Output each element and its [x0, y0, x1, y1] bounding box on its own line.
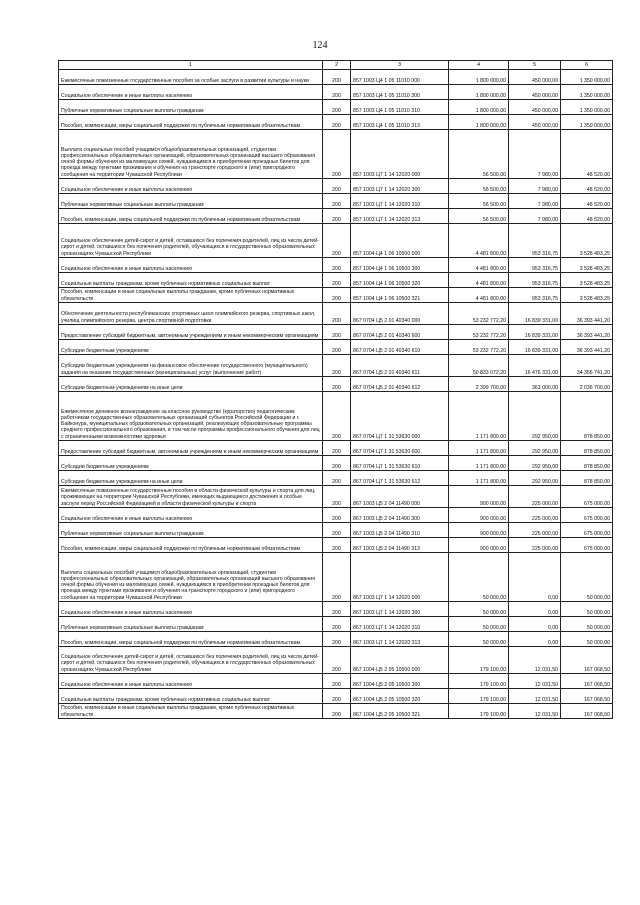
row-col4-cell: 4 481 800,00	[449, 273, 509, 288]
row-col6-cell: 48 520,00	[561, 209, 613, 224]
row-col5-cell: 0,00	[509, 602, 561, 617]
row-col5-cell: 16 476 331,00	[509, 355, 561, 377]
row-name-cell: Пособия, компенсации, меры социальной поддержки по публичным нормативным обязательствам	[59, 209, 323, 224]
row-name-cell: Субсидии бюджетным учреждениям	[59, 340, 323, 355]
row-code-cell: 200	[323, 224, 351, 258]
table-row	[59, 115, 613, 130]
row-col4-cell: 56 500,00	[449, 179, 509, 194]
row-col4-cell: 50 000,00	[449, 632, 509, 647]
row-col4-cell: 1 171 800,00	[449, 456, 509, 471]
table-row	[59, 70, 613, 85]
row-classification-cell: 867 0704 Ц7 1 31 53630 610	[351, 456, 449, 471]
page-number: 124	[312, 40, 328, 51]
row-col5-cell: 12 031,50	[509, 704, 561, 719]
table-row	[59, 273, 613, 288]
row-classification-cell: 857 1004 Ц4 1 06 10500 300	[351, 258, 449, 273]
row-code-cell: 200	[323, 130, 351, 179]
row-col5-cell: 7 980,00	[509, 209, 561, 224]
row-classification-cell: 867 1003 Ц7 1 14 12020 300	[351, 602, 449, 617]
row-code-cell: 200	[323, 704, 351, 719]
row-col5-cell: 953 316,75	[509, 258, 561, 273]
row-col5-cell: 450 000,00	[509, 85, 561, 100]
row-code-cell: 200	[323, 355, 351, 377]
row-col4-cell: 56 500,00	[449, 130, 509, 179]
table-row	[59, 288, 613, 303]
row-code-cell: 200	[323, 100, 351, 115]
row-classification-cell: 867 0704 Ц5 2 01 40340 612	[351, 377, 449, 392]
row-col6-cell: 48 520,00	[561, 194, 613, 209]
table-row	[59, 258, 613, 273]
row-col6-cell: 878 850,00	[561, 441, 613, 456]
row-col5-cell: 953 316,75	[509, 288, 561, 303]
row-col6-cell: 48 520,00	[561, 179, 613, 194]
table-row	[59, 674, 613, 689]
row-col5-cell: 7 980,00	[509, 194, 561, 209]
row-classification-cell: 867 1004 Ц5 2 05 10500 321	[351, 704, 449, 719]
row-col5-cell: 16 839 331,00	[509, 325, 561, 340]
row-classification-cell: 867 1003 Ц5 2 04 11490 310	[351, 523, 449, 538]
table-row	[59, 224, 613, 258]
table-row	[59, 100, 613, 115]
row-name-cell: Пособия, компенсации, меры социальной поддержки по публичным нормативным обязательствам	[59, 538, 323, 553]
row-classification-cell: 867 1003 Ц5 2 04 11490 300	[351, 508, 449, 523]
row-col4-cell: 50 000,00	[449, 553, 509, 602]
table-row	[59, 632, 613, 647]
row-classification-cell: 867 0704 Ц5 2 01 40340 611	[351, 355, 449, 377]
row-col4-cell: 1 800 000,00	[449, 85, 509, 100]
row-classification-cell: 867 1004 Ц5 2 05 10500 000	[351, 647, 449, 674]
row-col4-cell: 1 800 000,00	[449, 115, 509, 130]
row-name-cell: Ежемесячные пожизненные государственные пособия за особые заслуги в развитии культуры и науки	[59, 70, 323, 85]
row-col6-cell: 34 356 741,20	[561, 355, 613, 377]
row-code-cell: 200	[323, 486, 351, 508]
row-classification-cell: 857 1003 Ц7 1 14 12020 310	[351, 194, 449, 209]
row-col6-cell: 3 528 483,25	[561, 258, 613, 273]
row-col6-cell: 167 068,50	[561, 674, 613, 689]
row-col5-cell: 225 000,00	[509, 508, 561, 523]
row-classification-cell: 857 1003 Ц4 1 05 11010 313	[351, 115, 449, 130]
row-classification-cell: 867 0704 Ц5 2 01 40340 000	[351, 303, 449, 325]
table-row	[59, 486, 613, 508]
row-col6-cell: 3 528 483,25	[561, 273, 613, 288]
row-name-cell: Предоставление субсидий бюджетным, автономным учреждениям и иным некоммерческим организациям	[59, 325, 323, 340]
row-col4-cell: 53 232 772,20	[449, 340, 509, 355]
table-row	[59, 689, 613, 704]
row-classification-cell: 857 1004 Ц4 1 06 10500 321	[351, 288, 449, 303]
row-col5-cell: 12 031,50	[509, 674, 561, 689]
row-col5-cell: 0,00	[509, 617, 561, 632]
row-col4-cell: 53 232 772,20	[449, 303, 509, 325]
row-col6-cell: 1 350 000,00	[561, 85, 613, 100]
row-col5-cell: 0,00	[509, 632, 561, 647]
row-code-cell: 200	[323, 273, 351, 288]
row-col4-cell: 179 100,00	[449, 674, 509, 689]
row-name-cell: Социальное обеспечение детей-сирот и детей, оставшихся без попечения родителей, лиц из числа детей-сирот и детей, оставшихся без попечения родителей, обучающихся в государственных образовательных организациях Чувашской Республики	[59, 647, 323, 674]
row-col6-cell: 167 068,50	[561, 689, 613, 704]
table-row	[59, 355, 613, 377]
table-row	[59, 340, 613, 355]
row-col6-cell: 878 850,00	[561, 471, 613, 486]
row-col5-cell: 292 950,00	[509, 441, 561, 456]
row-col6-cell: 36 393 441,20	[561, 325, 613, 340]
row-name-cell: Публичные нормативные социальные выплаты гражданам	[59, 617, 323, 632]
row-col6-cell: 1 350 000,00	[561, 70, 613, 85]
row-col5-cell: 12 031,50	[509, 647, 561, 674]
row-col6-cell: 167 068,50	[561, 704, 613, 719]
row-name-cell: Субсидии бюджетным учреждениям на иные цели	[59, 471, 323, 486]
row-col6-cell: 675 000,00	[561, 508, 613, 523]
table-row	[59, 508, 613, 523]
row-name-cell: Социальные выплаты гражданам, кроме публичных нормативных социальных выплат	[59, 689, 323, 704]
row-code-cell: 200	[323, 508, 351, 523]
row-code-cell: 200	[323, 194, 351, 209]
row-code-cell: 200	[323, 538, 351, 553]
row-code-cell: 200	[323, 209, 351, 224]
row-col6-cell: 50 000,00	[561, 553, 613, 602]
row-code-cell: 200	[323, 392, 351, 441]
row-col5-cell: 363 000,00	[509, 377, 561, 392]
column-header: 6	[561, 61, 613, 70]
row-code-cell: 200	[323, 471, 351, 486]
row-col6-cell: 50 000,00	[561, 617, 613, 632]
row-name-cell: Социальное обеспечение и иные выплаты населению	[59, 258, 323, 273]
table-row	[59, 456, 613, 471]
row-col5-cell: 0,00	[509, 553, 561, 602]
row-name-cell: Субсидии бюджетным учреждениям на иные цели	[59, 377, 323, 392]
column-header: 3	[351, 61, 449, 70]
table-row	[59, 377, 613, 392]
row-code-cell: 200	[323, 115, 351, 130]
row-classification-cell: 857 1003 Ц7 1 14 12020 300	[351, 179, 449, 194]
row-col6-cell: 50 000,00	[561, 602, 613, 617]
row-classification-cell: 857 1004 Ц4 1 06 10500 320	[351, 273, 449, 288]
row-col5-cell: 225 000,00	[509, 486, 561, 508]
row-col4-cell: 4 481 800,00	[449, 224, 509, 258]
row-name-cell: Предоставление субсидий бюджетным, автономным учреждениям и иным некоммерческим организациям	[59, 441, 323, 456]
row-name-cell: Социальное обеспечение и иные выплаты населению	[59, 85, 323, 100]
row-code-cell: 200	[323, 258, 351, 273]
row-classification-cell: 867 0704 Ц7 1 31 53630 600	[351, 441, 449, 456]
row-classification-cell: 857 1004 Ц4 1 06 10500 000	[351, 224, 449, 258]
row-classification-cell: 867 1003 Ц5 2 04 11490 000	[351, 486, 449, 508]
row-classification-cell: 867 0704 Ц5 2 01 40340 600	[351, 325, 449, 340]
table-row	[59, 209, 613, 224]
row-col4-cell: 1 171 800,00	[449, 471, 509, 486]
row-col4-cell: 900 000,00	[449, 486, 509, 508]
row-code-cell: 200	[323, 689, 351, 704]
row-code-cell: 200	[323, 617, 351, 632]
row-code-cell: 200	[323, 553, 351, 602]
row-name-cell: Публичные нормативные социальные выплаты гражданам	[59, 100, 323, 115]
row-col6-cell: 36 393 441,20	[561, 340, 613, 355]
row-classification-cell: 867 0704 Ц5 2 01 40340 610	[351, 340, 449, 355]
row-code-cell: 200	[323, 303, 351, 325]
row-classification-cell: 867 1003 Ц7 1 14 12020 000	[351, 553, 449, 602]
row-col6-cell: 1 350 000,00	[561, 100, 613, 115]
row-col5-cell: 7 980,00	[509, 130, 561, 179]
row-code-cell: 200	[323, 441, 351, 456]
row-col4-cell: 179 100,00	[449, 647, 509, 674]
row-name-cell: Пособия, компенсации, меры социальной поддержки по публичным нормативным обязательствам	[59, 115, 323, 130]
row-name-cell: Социальное обеспечение детей-сирот и детей, оставшихся без попечения родителей, лиц из числа детей-сирот и детей, оставшихся без попечения родителей, обучающихся в государственных образовательных организациях Чувашской Республики	[59, 224, 323, 258]
table-row	[59, 523, 613, 538]
row-col6-cell: 167 068,50	[561, 647, 613, 674]
row-name-cell: Социальные выплаты гражданам, кроме публичных нормативных социальных выплат	[59, 273, 323, 288]
row-name-cell: Выплата социальных пособий учащимся общеобразовательных организаций, студентам профессиональных образовательных организаций, образовательных организаций высшего образования очной формы обучения из малоимущих семей, нуждающимся в приобретении проездных билетов для проезда между пунктами проживания и обучения на транспорте городского и (или) пригородного сообщения на территории Чувашской Республики	[59, 553, 323, 602]
row-col5-cell: 16 839 331,00	[509, 303, 561, 325]
row-col4-cell: 179 100,00	[449, 689, 509, 704]
row-classification-cell: 857 1003 Ц7 1 14 12020 313	[351, 209, 449, 224]
row-code-cell: 200	[323, 674, 351, 689]
table-row	[59, 179, 613, 194]
row-name-cell: Социальное обеспечение и иные выплаты населению	[59, 508, 323, 523]
row-col4-cell: 56 500,00	[449, 194, 509, 209]
row-name-cell: Социальное обеспечение и иные выплаты населению	[59, 602, 323, 617]
row-col4-cell: 1 800 000,00	[449, 70, 509, 85]
row-col6-cell: 878 850,00	[561, 456, 613, 471]
row-code-cell: 200	[323, 288, 351, 303]
row-col5-cell: 225 000,00	[509, 538, 561, 553]
row-col6-cell: 1 350 000,00	[561, 115, 613, 130]
row-name-cell: Социальное обеспечение и иные выплаты населению	[59, 179, 323, 194]
row-classification-cell: 857 1003 Ц7 1 14 12020 000	[351, 130, 449, 179]
table-row	[59, 617, 613, 632]
row-name-cell: Социальное обеспечение и иные выплаты населению	[59, 674, 323, 689]
row-col5-cell: 450 000,00	[509, 115, 561, 130]
row-name-cell: Публичные нормативные социальные выплаты гражданам	[59, 523, 323, 538]
row-col4-cell: 179 100,00	[449, 704, 509, 719]
row-code-cell: 200	[323, 70, 351, 85]
table-row	[59, 194, 613, 209]
column-header: 2	[323, 61, 351, 70]
column-header: 1	[59, 61, 323, 70]
row-col4-cell: 50 000,00	[449, 617, 509, 632]
table-row	[59, 303, 613, 325]
table-row	[59, 602, 613, 617]
row-col5-cell: 292 950,00	[509, 392, 561, 441]
row-name-cell: Ежемесячные пожизненные государственные пособия в области физической культуры и спорта для лиц, проживающих на территории Чувашской Республики, имеющих выдающиеся достижения и особые заслуги перед Российской Федерацией в области физической культуры и спорта	[59, 486, 323, 508]
table-row	[59, 647, 613, 674]
row-col6-cell: 2 036 700,00	[561, 377, 613, 392]
row-col4-cell: 1 171 800,00	[449, 441, 509, 456]
row-name-cell: Пособия, компенсации и иные социальные выплаты гражданам, кроме публичных нормативных обязательств	[59, 288, 323, 303]
row-col5-cell: 7 980,00	[509, 179, 561, 194]
table-row	[59, 441, 613, 456]
row-code-cell: 200	[323, 340, 351, 355]
row-classification-cell: 857 1003 Ц4 1 05 11010 000	[351, 70, 449, 85]
row-code-cell: 200	[323, 456, 351, 471]
row-col4-cell: 2 399 700,00	[449, 377, 509, 392]
table-row	[59, 130, 613, 179]
row-col4-cell: 50 000,00	[449, 602, 509, 617]
row-code-cell: 200	[323, 85, 351, 100]
row-col6-cell: 675 000,00	[561, 523, 613, 538]
table-row	[59, 85, 613, 100]
row-col6-cell: 675 000,00	[561, 538, 613, 553]
row-name-cell: Обеспечение деятельности республиканских спортивных школ олимпийского резерва, спортивных школ, училищ олимпийского резерва, центра спортивной подготовки	[59, 303, 323, 325]
column-header: 4	[449, 61, 509, 70]
row-name-cell: Выплата социальных пособий учащимся общеобразовательных организаций, студентам профессиональных образовательных организаций, образовательных организаций высшего образования очной формы обучения из малоимущих семей, нуждающимся в приобретении проездных билетов для проезда между пунктами проживания и обучения на транспорте городского и (или) пригородного сообщения на территории Чувашской Республики	[59, 130, 323, 179]
row-classification-cell: 867 0704 Ц7 1 31 53630 000	[351, 392, 449, 441]
row-classification-cell: 867 1004 Ц5 2 05 10500 300	[351, 674, 449, 689]
row-code-cell: 200	[323, 602, 351, 617]
row-col5-cell: 292 950,00	[509, 471, 561, 486]
row-col6-cell: 48 520,00	[561, 130, 613, 179]
row-col5-cell: 292 950,00	[509, 456, 561, 471]
row-col5-cell: 450 000,00	[509, 100, 561, 115]
row-col5-cell: 225 000,00	[509, 523, 561, 538]
row-col4-cell: 53 232 772,20	[449, 325, 509, 340]
row-col4-cell: 4 481 800,00	[449, 288, 509, 303]
row-col4-cell: 900 000,00	[449, 538, 509, 553]
table-row	[59, 553, 613, 602]
row-col6-cell: 878 850,00	[561, 392, 613, 441]
table-row	[59, 471, 613, 486]
budget-table	[58, 60, 613, 719]
row-col4-cell: 50 833 072,20	[449, 355, 509, 377]
row-col4-cell: 900 000,00	[449, 523, 509, 538]
table-row	[59, 392, 613, 441]
row-col5-cell: 12 031,50	[509, 689, 561, 704]
row-classification-cell: 867 1003 Ц7 1 14 12020 310	[351, 617, 449, 632]
row-code-cell: 200	[323, 325, 351, 340]
row-classification-cell: 867 0704 Ц7 1 31 53630 612	[351, 471, 449, 486]
row-col4-cell: 56 500,00	[449, 209, 509, 224]
row-col6-cell: 3 528 483,25	[561, 224, 613, 258]
row-col5-cell: 16 839 331,00	[509, 340, 561, 355]
row-classification-cell: 867 1004 Ц5 2 05 10500 320	[351, 689, 449, 704]
row-col4-cell: 900 000,00	[449, 508, 509, 523]
row-col6-cell: 36 393 441,20	[561, 303, 613, 325]
row-classification-cell: 857 1003 Ц4 1 05 11010 310	[351, 100, 449, 115]
row-col4-cell: 4 481 800,00	[449, 258, 509, 273]
row-col5-cell: 450 000,00	[509, 70, 561, 85]
row-name-cell: Публичные нормативные социальные выплаты гражданам	[59, 194, 323, 209]
row-col5-cell: 953 316,75	[509, 273, 561, 288]
row-name-cell: Пособия, компенсации, меры социальной поддержки по публичным нормативным обязательствам	[59, 632, 323, 647]
column-header: 5	[509, 61, 561, 70]
row-code-cell: 200	[323, 632, 351, 647]
row-classification-cell: 867 1003 Ц7 1 14 12020 313	[351, 632, 449, 647]
row-code-cell: 200	[323, 179, 351, 194]
row-col6-cell: 50 000,00	[561, 632, 613, 647]
row-code-cell: 200	[323, 377, 351, 392]
row-col6-cell: 675 000,00	[561, 486, 613, 508]
row-col4-cell: 1 800 000,00	[449, 100, 509, 115]
row-classification-cell: 867 1003 Ц5 2 04 11490 313	[351, 538, 449, 553]
row-col6-cell: 3 528 483,25	[561, 288, 613, 303]
row-name-cell: Ежемесячное денежное вознаграждение за классное руководство (кураторство) педагогическим работникам государственных образовательных организаций субъектов Российской Федерации и г. Байконура, муниципальных образовательных организаций, реализующих образовательные программы среднего профессионального образования, в том числе программы профессионального обучения для лиц с ограниченными возможностями здоровья	[59, 392, 323, 441]
row-col4-cell: 1 171 800,00	[449, 392, 509, 441]
row-name-cell: Субсидии бюджетным учреждениям	[59, 456, 323, 471]
table-header-row	[59, 61, 613, 70]
row-code-cell: 200	[323, 523, 351, 538]
table-row	[59, 325, 613, 340]
table-row	[59, 538, 613, 553]
table-row	[59, 704, 613, 719]
row-classification-cell: 857 1003 Ц4 1 05 11010 300	[351, 85, 449, 100]
row-col5-cell: 953 316,75	[509, 224, 561, 258]
row-name-cell: Субсидии бюджетным учреждениям на финансовое обеспечение государственного (муниципального) задания на оказание государственных (муниципальных) услуг (выполнение работ)	[59, 355, 323, 377]
row-name-cell: Пособия, компенсации и иные социальные выплаты гражданам, кроме публичных нормативных обязательств	[59, 704, 323, 719]
row-code-cell: 200	[323, 647, 351, 674]
